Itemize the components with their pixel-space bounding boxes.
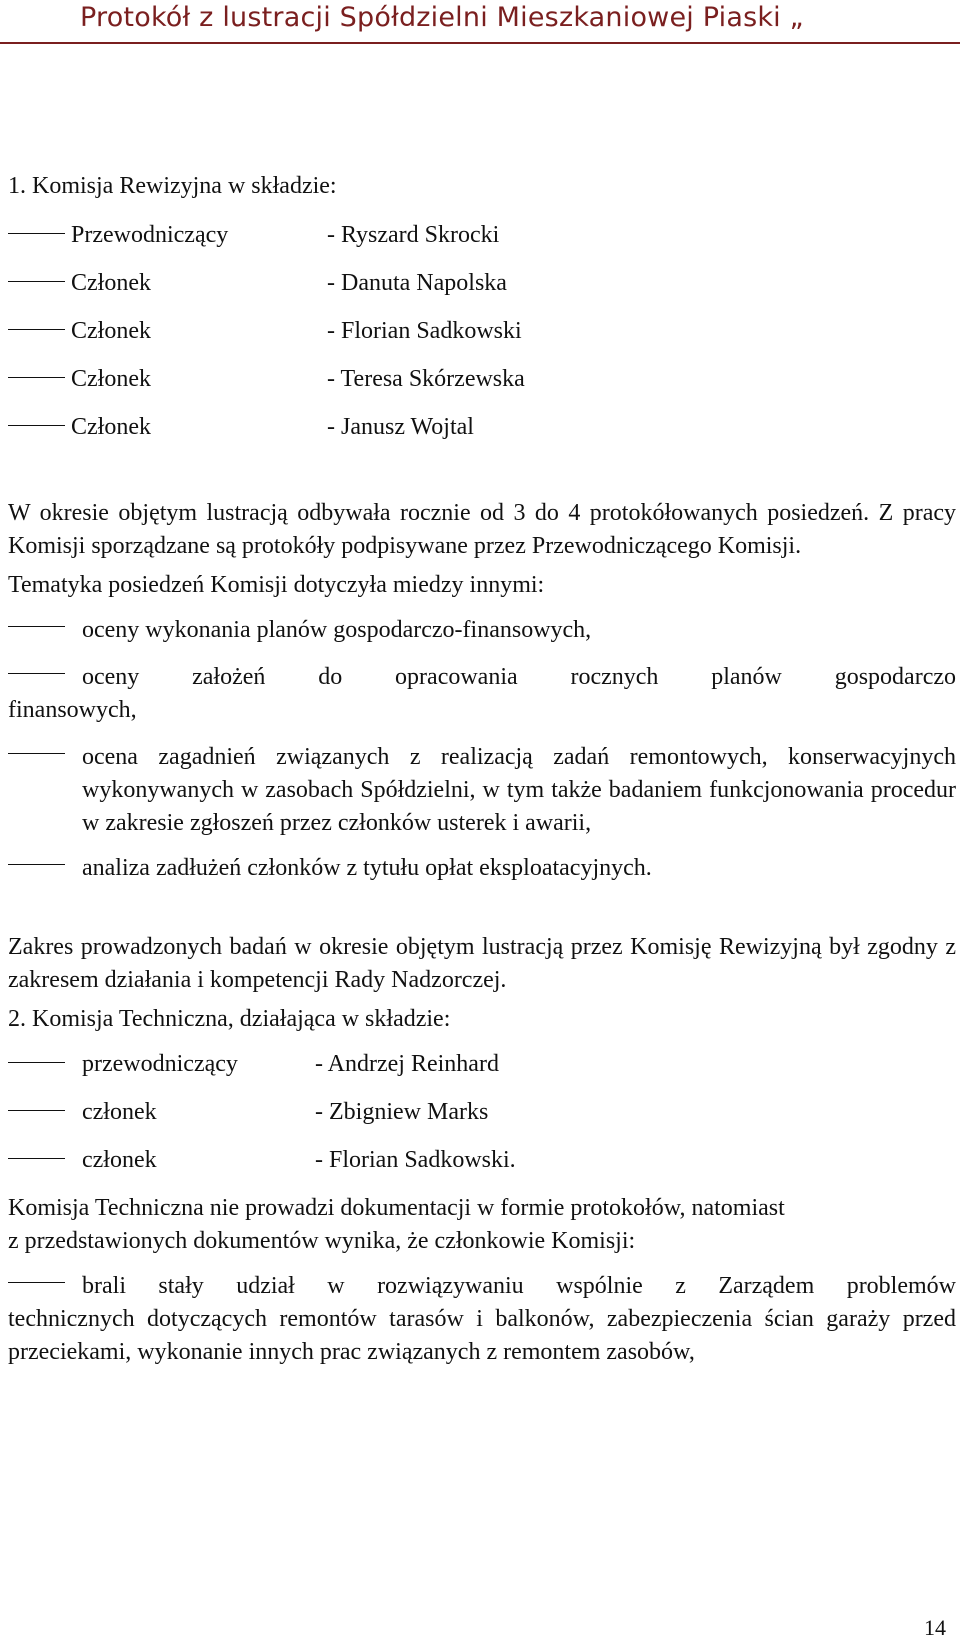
dash-bullet bbox=[8, 626, 65, 627]
member-row bbox=[8, 259, 956, 307]
dash-bullet bbox=[8, 1282, 65, 1283]
topic-text: oceny wykonania planów gospodarczo-finansowych, bbox=[82, 617, 592, 643]
dash-bullet bbox=[8, 377, 65, 378]
scope-paragraph: Zakres prowadzonych badań w okresie objętym lustracją przez Komisję Rewizyjną był zgodny z zakresem działania i kompetencji Rady Nadzorczej. bbox=[8, 934, 956, 993]
page-number: 14 bbox=[924, 1615, 946, 1640]
page-header bbox=[0, 0, 960, 46]
technical-item-continuation: technicznych dotyczących remontów tarasów i balkonów, zabezpieczenia ścian garaży przed przeciekami, wykonanie innych prac związanych z remontem zasobów, bbox=[8, 1306, 956, 1365]
topic-text: ocena zagadnień związanych z realizacją zadań remontowych, konserwacyjnych wykonywanych w zasobach Spółdzielni, w tym także badaniem funkcjonowania procedur w zakresie zgłoszeń przez członków usterek i awarii, bbox=[82, 744, 956, 836]
member-role: Przewodniczący bbox=[71, 221, 229, 248]
member-role: członek bbox=[82, 1146, 157, 1173]
dash-bullet bbox=[8, 329, 65, 330]
document-body bbox=[8, 170, 956, 1369]
dash-bullet bbox=[8, 281, 65, 282]
dash-bullet bbox=[8, 1110, 65, 1111]
member-role: przewodniczący bbox=[82, 1050, 238, 1077]
section1-heading: 1. Komisja Rewizyjna w składzie: bbox=[8, 173, 337, 199]
member-name: - Andrzej Reinhard bbox=[315, 1050, 499, 1077]
technical-item bbox=[8, 1270, 956, 1369]
member-name: - Janusz Wojtal bbox=[327, 413, 474, 440]
topic-text-continuation: finansowych, bbox=[8, 697, 137, 723]
member-row bbox=[8, 307, 956, 355]
dash-bullet bbox=[8, 753, 65, 754]
member-role: Członek bbox=[71, 269, 151, 296]
document-title: Protokół z lustracji Spółdzielni Mieszkaniowej Piaski „ bbox=[80, 2, 804, 33]
member-name: - Florian Sadkowski. bbox=[315, 1146, 516, 1173]
technical-paragraph-line2: z przedstawionych dokumentów wynika, że członkowie Komisji: bbox=[8, 1228, 636, 1254]
member-name: - Teresa Skórzewska bbox=[327, 365, 525, 392]
meetings-paragraph: W okresie objętym lustracją odbywała rocznie od 3 do 4 protokółowanych posiedzeń. Z pracy Komisji sporządzane są protokóły podpisywane przez Przewodniczącego Komisji. bbox=[8, 500, 956, 559]
topics-intro: Tematyka posiedzeń Komisji dotyczyła miedzy innymi: bbox=[8, 572, 545, 598]
section2-heading: 2. Komisja Techniczna, działająca w składzie: bbox=[8, 1006, 451, 1032]
technical-paragraph-line1: Komisja Techniczna nie prowadzi dokumentacji w formie protokołów, natomiast bbox=[8, 1195, 785, 1221]
member-name: - Florian Sadkowski bbox=[327, 317, 522, 344]
section1-member-list bbox=[8, 211, 956, 451]
member-role: Członek bbox=[71, 365, 151, 392]
section2-member-list bbox=[8, 1040, 956, 1184]
topic-text: oceny założeń do opracowania rocznych planów gospodarczo bbox=[82, 664, 956, 690]
topic-item bbox=[8, 661, 956, 727]
member-row bbox=[8, 1136, 956, 1184]
dash-bullet bbox=[8, 1158, 65, 1159]
topic-item bbox=[8, 614, 956, 647]
member-row bbox=[8, 403, 956, 451]
member-row bbox=[8, 1088, 956, 1136]
header-divider bbox=[0, 42, 960, 44]
member-role: Członek bbox=[71, 317, 151, 344]
dash-bullet bbox=[8, 1062, 65, 1063]
topic-text: analiza zadłużeń członków z tytułu opłat eksploatacyjnych. bbox=[82, 855, 652, 881]
dash-bullet bbox=[8, 425, 65, 426]
member-row bbox=[8, 355, 956, 403]
dash-bullet bbox=[8, 233, 65, 234]
dash-bullet bbox=[8, 864, 65, 865]
technical-item-text: brali stały udział w rozwiązywaniu wspólnie z Zarządem problemów bbox=[82, 1273, 956, 1299]
member-name: - Ryszard Skrocki bbox=[327, 221, 500, 248]
member-role: Członek bbox=[71, 413, 151, 440]
member-role: członek bbox=[82, 1098, 157, 1125]
topic-item bbox=[8, 852, 956, 885]
member-name: - Zbigniew Marks bbox=[315, 1098, 489, 1125]
member-name: - Danuta Napolska bbox=[327, 269, 507, 296]
dash-bullet bbox=[8, 673, 65, 674]
topic-item bbox=[8, 741, 956, 840]
member-row bbox=[8, 211, 956, 259]
member-row bbox=[8, 1040, 956, 1088]
